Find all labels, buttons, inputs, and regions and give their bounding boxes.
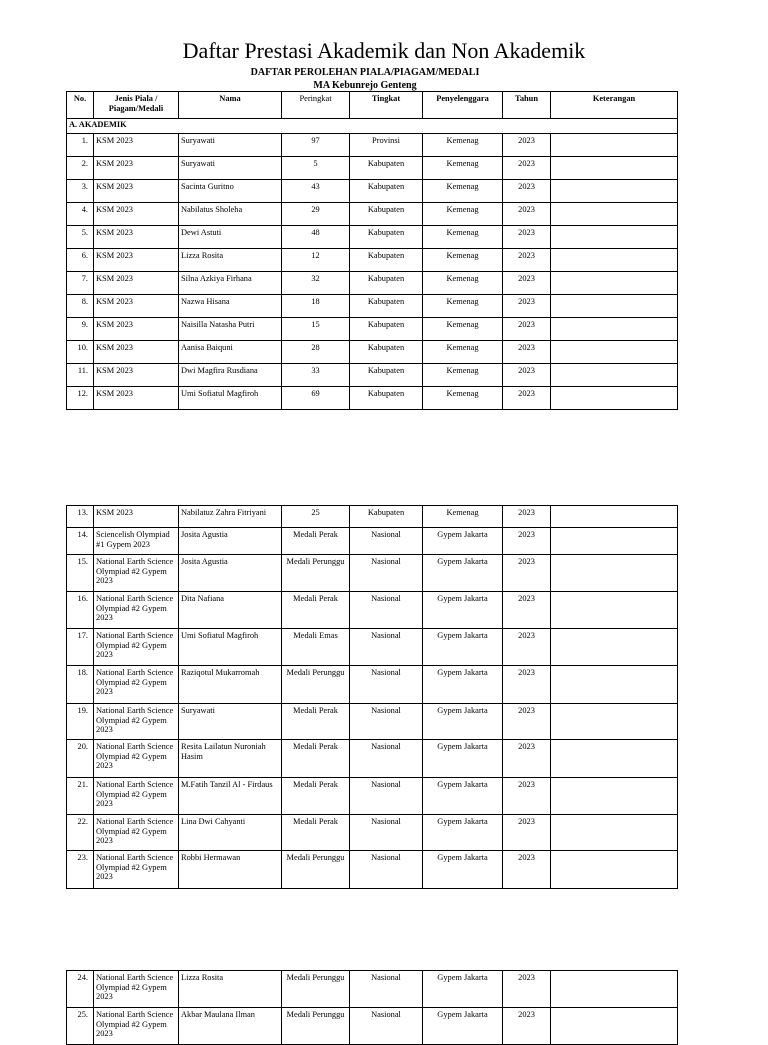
cell-tahun: 2023 — [503, 180, 551, 203]
cell-tahun: 2023 — [503, 226, 551, 249]
cell-jenis: KSM 2023 — [94, 134, 179, 157]
achievement-table-page-2 — [66, 505, 678, 889]
cell-tingkat: Kabupaten — [350, 249, 423, 272]
cell-nama: Naisilla Natasha Putri — [179, 318, 282, 341]
document-subtitle: DAFTAR PEROLEHAN PIALA/PIAGAM/MEDALI — [250, 67, 480, 78]
cell-peringkat: Medali Perak — [282, 815, 350, 851]
school-name: MA Kebunrejo Genteng — [313, 80, 417, 91]
cell-keterangan — [551, 815, 678, 851]
cell-keterangan — [551, 851, 678, 889]
cell-penyelenggara: Gypem Jakarta — [423, 555, 503, 592]
cell-no: 8. — [67, 295, 94, 318]
table-row — [67, 249, 678, 272]
cell-keterangan — [551, 134, 678, 157]
table-row — [67, 318, 678, 341]
cell-tahun: 2023 — [503, 629, 551, 666]
cell-jenis: KSM 2023 — [94, 272, 179, 295]
table-row — [67, 851, 678, 889]
cell-peringkat: Medali Perunggu — [282, 666, 350, 704]
cell-keterangan — [551, 971, 678, 1008]
table-row — [67, 528, 678, 555]
cell-peringkat: Medali Perak — [282, 528, 350, 555]
cell-jenis: National Earth Science Olympiad #2 Gypem 2023 — [94, 629, 179, 666]
cell-keterangan — [551, 387, 678, 410]
cell-penyelenggara: Gypem Jakarta — [423, 629, 503, 666]
table-row — [67, 134, 678, 157]
cell-peringkat: Medali Perak — [282, 740, 350, 778]
cell-tingkat: Nasional — [350, 851, 423, 889]
cell-tingkat: Nasional — [350, 1008, 423, 1045]
cell-nama: Nabilatuz Zahra Fitriyani — [179, 506, 282, 528]
cell-tingkat: Kabupaten — [350, 506, 423, 528]
cell-tahun: 2023 — [503, 157, 551, 180]
cell-peringkat: 48 — [282, 226, 350, 249]
cell-no: 24. — [67, 971, 94, 1008]
cell-jenis: KSM 2023 — [94, 226, 179, 249]
cell-nama: Nazwa Hisana — [179, 295, 282, 318]
cell-keterangan — [551, 272, 678, 295]
table-row — [67, 1008, 678, 1045]
cell-no: 25. — [67, 1008, 94, 1045]
cell-nama: Silna Azkiya Firhana — [179, 272, 282, 295]
header-keterangan: Keterangan — [551, 92, 678, 119]
cell-no: 6. — [67, 249, 94, 272]
cell-nama: Raziqotul Mukarromah — [179, 666, 282, 704]
table-row — [67, 387, 678, 410]
cell-peringkat: Medali Perunggu — [282, 851, 350, 889]
cell-keterangan — [551, 629, 678, 666]
cell-tahun: 2023 — [503, 666, 551, 704]
cell-jenis: National Earth Science Olympiad #2 Gypem 2023 — [94, 592, 179, 629]
achievement-table-page-1 — [66, 91, 678, 410]
cell-keterangan — [551, 180, 678, 203]
header-tahun: Tahun — [503, 92, 551, 119]
cell-no: 17. — [67, 629, 94, 666]
cell-jenis: KSM 2023 — [94, 203, 179, 226]
table-header-row — [67, 92, 678, 119]
cell-tingkat: Kabupaten — [350, 295, 423, 318]
cell-keterangan — [551, 341, 678, 364]
header-nama: Nama — [179, 92, 282, 119]
cell-nama: Akbar Maulana Ilman — [179, 1008, 282, 1045]
header-penyelenggara: Penyelenggara — [423, 92, 503, 119]
cell-penyelenggara: Kemenag — [423, 295, 503, 318]
cell-tingkat: Kabupaten — [350, 203, 423, 226]
cell-penyelenggara: Gypem Jakarta — [423, 851, 503, 889]
cell-jenis: KSM 2023 — [94, 318, 179, 341]
cell-no: 20. — [67, 740, 94, 778]
cell-no: 7. — [67, 272, 94, 295]
cell-jenis: KSM 2023 — [94, 295, 179, 318]
cell-no: 9. — [67, 318, 94, 341]
cell-peringkat: 33 — [282, 364, 350, 387]
cell-tingkat: Provinsi — [350, 134, 423, 157]
cell-penyelenggara: Gypem Jakarta — [423, 704, 503, 740]
cell-peringkat: 32 — [282, 272, 350, 295]
cell-no: 3. — [67, 180, 94, 203]
cell-no: 5. — [67, 226, 94, 249]
cell-tahun: 2023 — [503, 318, 551, 341]
cell-nama: Dita Nafiana — [179, 592, 282, 629]
cell-penyelenggara: Gypem Jakarta — [423, 1008, 503, 1045]
cell-tahun: 2023 — [503, 815, 551, 851]
cell-no: 14. — [67, 528, 94, 555]
cell-nama: Robbi Hermawan — [179, 851, 282, 889]
cell-nama: Josita Agustia — [179, 555, 282, 592]
cell-no: 16. — [67, 592, 94, 629]
cell-penyelenggara: Kemenag — [423, 180, 503, 203]
document-title: Daftar Prestasi Akademik dan Non Akademik — [182, 38, 586, 63]
cell-keterangan — [551, 203, 678, 226]
cell-tingkat: Nasional — [350, 555, 423, 592]
cell-no: 4. — [67, 203, 94, 226]
cell-tingkat: Kabupaten — [350, 387, 423, 410]
cell-no: 19. — [67, 704, 94, 740]
cell-nama: Lina Dwi Cahyanti — [179, 815, 282, 851]
cell-penyelenggara: Kemenag — [423, 364, 503, 387]
cell-tahun: 2023 — [503, 387, 551, 410]
table-row — [67, 778, 678, 815]
table-row — [67, 666, 678, 704]
cell-tahun: 2023 — [503, 704, 551, 740]
cell-peringkat: 18 — [282, 295, 350, 318]
cell-tingkat: Nasional — [350, 528, 423, 555]
cell-nama: Umi Sofiatul Magfiroh — [179, 629, 282, 666]
cell-jenis: KSM 2023 — [94, 157, 179, 180]
cell-tahun: 2023 — [503, 506, 551, 528]
table-row — [67, 341, 678, 364]
cell-jenis: National Earth Science Olympiad #2 Gypem 2023 — [94, 778, 179, 815]
cell-peringkat: 29 — [282, 203, 350, 226]
cell-nama: Sacinta Guritno — [179, 180, 282, 203]
table-row — [67, 180, 678, 203]
cell-tingkat: Nasional — [350, 971, 423, 1008]
cell-tingkat: Kabupaten — [350, 180, 423, 203]
table-row — [67, 704, 678, 740]
cell-jenis: KSM 2023 — [94, 387, 179, 410]
cell-penyelenggara: Gypem Jakarta — [423, 592, 503, 629]
table-row — [67, 592, 678, 629]
cell-penyelenggara: Kemenag — [423, 157, 503, 180]
cell-nama: Lizza Rosita — [179, 971, 282, 1008]
cell-penyelenggara: Gypem Jakarta — [423, 778, 503, 815]
cell-peringkat: Medali Perunggu — [282, 1008, 350, 1045]
table-row — [67, 364, 678, 387]
cell-tahun: 2023 — [503, 341, 551, 364]
cell-no: 10. — [67, 341, 94, 364]
cell-tingkat: Nasional — [350, 592, 423, 629]
cell-penyelenggara: Gypem Jakarta — [423, 815, 503, 851]
section-row — [67, 119, 678, 134]
cell-tingkat: Kabupaten — [350, 157, 423, 180]
cell-jenis: KSM 2023 — [94, 341, 179, 364]
cell-tahun: 2023 — [503, 295, 551, 318]
table-row — [67, 157, 678, 180]
cell-jenis: National Earth Science Olympiad #2 Gypem 2023 — [94, 555, 179, 592]
cell-no: 11. — [67, 364, 94, 387]
table-row — [67, 740, 678, 778]
header-tingkat: Tingkat — [350, 92, 423, 119]
cell-nama: Josita Agustia — [179, 528, 282, 555]
cell-no: 15. — [67, 555, 94, 592]
cell-no: 23. — [67, 851, 94, 889]
cell-tahun: 2023 — [503, 364, 551, 387]
cell-penyelenggara: Kemenag — [423, 249, 503, 272]
cell-tingkat: Nasional — [350, 815, 423, 851]
cell-tahun: 2023 — [503, 740, 551, 778]
cell-peringkat: 5 — [282, 157, 350, 180]
cell-penyelenggara: Gypem Jakarta — [423, 666, 503, 704]
cell-jenis: National Earth Science Olympiad #2 Gypem 2023 — [94, 704, 179, 740]
cell-no: 2. — [67, 157, 94, 180]
cell-keterangan — [551, 318, 678, 341]
cell-keterangan — [551, 592, 678, 629]
cell-keterangan — [551, 740, 678, 778]
cell-tahun: 2023 — [503, 1008, 551, 1045]
cell-tahun: 2023 — [503, 555, 551, 592]
cell-peringkat: Medali Perunggu — [282, 555, 350, 592]
cell-tahun: 2023 — [503, 249, 551, 272]
cell-nama: Suryawati — [179, 134, 282, 157]
cell-penyelenggara: Kemenag — [423, 272, 503, 295]
cell-peringkat: Medali Perak — [282, 592, 350, 629]
cell-penyelenggara: Gypem Jakarta — [423, 528, 503, 555]
cell-nama: Nabilatus Sholeha — [179, 203, 282, 226]
cell-jenis: KSM 2023 — [94, 249, 179, 272]
cell-jenis: National Earth Science Olympiad #2 Gypem 2023 — [94, 851, 179, 889]
cell-tahun: 2023 — [503, 778, 551, 815]
table-row — [67, 506, 678, 528]
cell-tahun: 2023 — [503, 971, 551, 1008]
cell-tingkat: Nasional — [350, 666, 423, 704]
cell-penyelenggara: Kemenag — [423, 387, 503, 410]
cell-peringkat: 97 — [282, 134, 350, 157]
table-row — [67, 815, 678, 851]
cell-peringkat: Medali Emas — [282, 629, 350, 666]
section-akademik: A. AKADEMIK — [67, 119, 678, 134]
cell-keterangan — [551, 226, 678, 249]
table-row — [67, 295, 678, 318]
cell-jenis: National Earth Science Olympiad #2 Gypem 2023 — [94, 815, 179, 851]
cell-tingkat: Kabupaten — [350, 226, 423, 249]
cell-keterangan — [551, 364, 678, 387]
cell-nama: M.Fatih Tanzil Al - Firdaus — [179, 778, 282, 815]
cell-nama: Umi Sofiatul Magfiroh — [179, 387, 282, 410]
cell-tahun: 2023 — [503, 272, 551, 295]
cell-tingkat: Nasional — [350, 778, 423, 815]
cell-penyelenggara: Kemenag — [423, 134, 503, 157]
cell-tahun: 2023 — [503, 592, 551, 629]
cell-peringkat: Medali Perak — [282, 704, 350, 740]
cell-tingkat: Nasional — [350, 629, 423, 666]
table-row — [67, 555, 678, 592]
achievement-table-page-3 — [66, 970, 678, 1045]
cell-tingkat: Nasional — [350, 704, 423, 740]
cell-jenis: National Earth Science Olympiad #2 Gypem 2023 — [94, 971, 179, 1008]
cell-keterangan — [551, 157, 678, 180]
cell-peringkat: 12 — [282, 249, 350, 272]
table-row — [67, 203, 678, 226]
cell-peringkat: 43 — [282, 180, 350, 203]
cell-keterangan — [551, 528, 678, 555]
cell-keterangan — [551, 778, 678, 815]
cell-jenis: KSM 2023 — [94, 180, 179, 203]
cell-jenis: National Earth Science Olympiad #2 Gypem 2023 — [94, 1008, 179, 1045]
cell-peringkat: Medali Perunggu — [282, 971, 350, 1008]
cell-nama: Aanisa Baiquni — [179, 341, 282, 364]
cell-keterangan — [551, 295, 678, 318]
header-peringkat: Peringkat — [282, 92, 350, 119]
cell-jenis: KSM 2023 — [94, 364, 179, 387]
cell-penyelenggara: Gypem Jakarta — [423, 971, 503, 1008]
cell-nama: Resita Lailatun Nuroniah Hasim — [179, 740, 282, 778]
cell-keterangan — [551, 555, 678, 592]
cell-peringkat: 15 — [282, 318, 350, 341]
cell-keterangan — [551, 249, 678, 272]
cell-keterangan — [551, 1008, 678, 1045]
cell-penyelenggara: Kemenag — [423, 341, 503, 364]
table-row — [67, 971, 678, 1008]
cell-nama: Suryawati — [179, 704, 282, 740]
cell-no: 1. — [67, 134, 94, 157]
cell-tingkat: Kabupaten — [350, 318, 423, 341]
cell-penyelenggara: Kemenag — [423, 203, 503, 226]
cell-peringkat: Medali Perak — [282, 778, 350, 815]
table-row — [67, 629, 678, 666]
cell-no: 13. — [67, 506, 94, 528]
cell-no: 21. — [67, 778, 94, 815]
cell-tingkat: Kabupaten — [350, 364, 423, 387]
cell-penyelenggara: Kemenag — [423, 226, 503, 249]
cell-no: 12. — [67, 387, 94, 410]
cell-jenis: National Earth Science Olympiad #2 Gypem 2023 — [94, 666, 179, 704]
cell-keterangan — [551, 704, 678, 740]
cell-peringkat: 28 — [282, 341, 350, 364]
cell-no: 18. — [67, 666, 94, 704]
cell-tahun: 2023 — [503, 528, 551, 555]
cell-nama: Lizza Rosita — [179, 249, 282, 272]
cell-penyelenggara: Gypem Jakarta — [423, 740, 503, 778]
cell-tahun: 2023 — [503, 851, 551, 889]
cell-tingkat: Nasional — [350, 740, 423, 778]
cell-penyelenggara: Kemenag — [423, 506, 503, 528]
cell-tingkat: Kabupaten — [350, 272, 423, 295]
header-jenis: Jenis Piala / Piagam/Medali — [94, 92, 179, 119]
table-row — [67, 226, 678, 249]
cell-jenis: Sciencelish Olympiad #1 Gypem 2023 — [94, 528, 179, 555]
header-no: No. — [67, 92, 94, 119]
cell-no: 22. — [67, 815, 94, 851]
cell-nama: Dwi Magfira Rusdiana — [179, 364, 282, 387]
cell-peringkat: 69 — [282, 387, 350, 410]
cell-keterangan — [551, 506, 678, 528]
cell-tahun: 2023 — [503, 134, 551, 157]
cell-jenis: National Earth Science Olympiad #2 Gypem 2023 — [94, 740, 179, 778]
cell-nama: Dewi Astuti — [179, 226, 282, 249]
cell-keterangan — [551, 666, 678, 704]
cell-tahun: 2023 — [503, 203, 551, 226]
table-row — [67, 272, 678, 295]
cell-peringkat: 25 — [282, 506, 350, 528]
cell-jenis: KSM 2023 — [94, 506, 179, 528]
cell-penyelenggara: Kemenag — [423, 318, 503, 341]
cell-tingkat: Kabupaten — [350, 341, 423, 364]
cell-nama: Suryawati — [179, 157, 282, 180]
